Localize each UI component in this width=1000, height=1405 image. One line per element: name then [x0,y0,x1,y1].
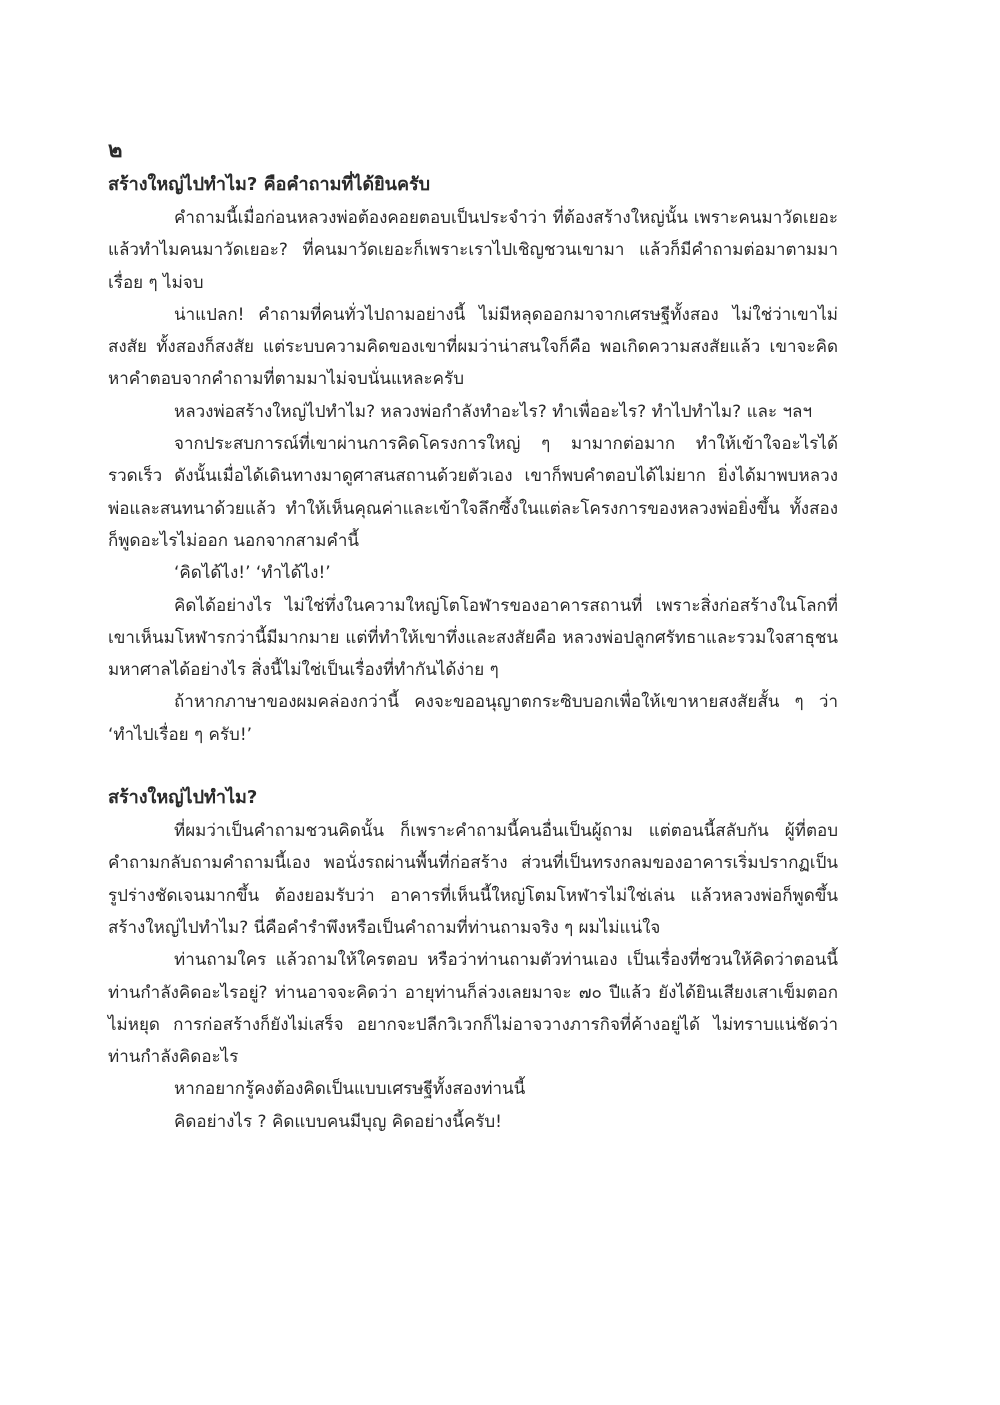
paragraph: หลวงพ่อสร้างใหญ่ไปทำไม? หลวงพ่อกำลังทำอะไร? ทำเพื่ออะไร? ทำไปทำไม? และ ฯลฯ [174,401,813,422]
paragraph: ท่านถามใคร แล้วถามให้ใครตอบ หรือว่าท่านถามตัวท่านเอง เป็นเรื่องที่ชวนให้คิดว่าตอนนี้ท่านกำลังคิดอะไรอยู่? ท่านอาจจะคิดว่า อายุท่านก็ล่วงเลยมาจะ ๗๐ ปีแล้ว ยังได้ยินเสียงเสาเข็มตอกไม่หยุด การก่อสร้างก็ยังไม่เสร็จ อยากจะปลีกวิเวกก็ไม่อาจวางภารกิจที่ค้างอยู่ได้ ไม่ทราบแน่ชัดว่าท่านกำลังคิดอะไร [108,950,838,1068]
section-why-build-big-question [108,168,838,751]
document-page [108,138,838,1138]
paragraph: คำถามนี้เมื่อก่อนหลวงพ่อต้องคอยตอบเป็นประจำว่า ที่ต้องสร้างใหญ่นั้น เพราะคนมาวัดเยอะ แล้วทำไมคนมาวัดเยอะ? ที่คนมาวัดเยอะก็เพราะเราไปเชิญชวนเขามา แล้วก็มีคำถามต่อมาตามมาเรื่อย ๆ ไม่จบ [108,208,838,293]
paragraph: หากอยากรู้คงต้องคิดเป็นแบบเศรษฐีทั้งสองท่านนี้ [174,1079,526,1100]
section-why-build-big [108,781,838,1138]
section-heading: สร้างใหญ่ไปทำไม? คือคำถามที่ได้ยินครับ [108,174,431,195]
paragraph: คิดได้อย่างไร ไม่ใช่ทึ่งในความใหญ่โตโอฬารของอาคารสถานที่ เพราะสิ่งก่อสร้างในโลกที่เขาเห็นมโหฬารกว่านี้มีมากมาย แต่ที่ทำให้เขาทึ่งและสงสัยคือ หลวงพ่อปลูกศรัทธาและรวมใจสาธุชนมหาศาลได้อย่างไร สิ่งนี้ไม่ใช่เป็นเรื่องที่ทำกันได้ง่าย ๆ [108,595,838,681]
paragraph: จากประสบการณ์ที่เขาผ่านการคิดโครงการใหญ่ ๆ มามากต่อมาก ทำให้เข้าใจอะไรได้รวดเร็ว ดังนั้นเมื่อได้เดินทางมาดูศาสนสถานด้วยตัวเอง เขาก็พบคำตอบได้ไม่ยาก ยิ่งได้มาพบหลวงพ่อและสนทนาด้วยแล้ว ทำให้เห็นคุณค่าและเข้าใจลึกซึ้งในแต่ละโครงการของหลวงพ่อยิ่งขึ้น ทั้งสองก็พูดอะไรไม่ออก นอกจากสามคำนี้ [108,434,838,551]
paragraph: ถ้าหากภาษาของผมคล่องกว่านี้ คงจะขออนุญาตกระซิบบอกเพื่อให้เขาหายสงสัยสั้น ๆ ว่า ‘ทำไปเรื่อย ๆ ครับ!’ [108,692,838,745]
page-number: ๒ [108,138,123,163]
quote-line: ‘คิดได้ไง!’ ‘ทำได้ไง!’ [174,563,331,584]
section-heading: สร้างใหญ่ไปทำไม? [108,787,258,809]
paragraph: น่าแปลก! คำถามที่คนทั่วไปถามอย่างนี้ ไม่มีหลุดออกมาจากเศรษฐีทั้งสอง ไม่ใช่ว่าเขาไม่สงสัย ทั้งสองก็สงสัย แต่ระบบความคิดของเขาที่ผมว่าน่าสนใจก็คือ พอเกิดความสงสัยแล้ว เขาจะคิดหาคำตอบจากคำถามที่ตามมาไม่จบนั่นแหละครับ [108,304,838,390]
paragraph: คิดอย่างไร ? คิดแบบคนมีบุญ คิดอย่างนี้ครับ! [174,1111,502,1132]
paragraph: ที่ผมว่าเป็นคำถามชวนคิดนั้น ก็เพราะคำถามนี้คนอื่นเป็นผู้ถาม แต่ตอนนี้สลับกัน ผู้ที่ตอบคำถามกลับถามคำถามนี้เอง พอนั่งรถผ่านพื้นที่ก่อสร้าง ส่วนที่เป็นทรงกลมของอาคารเริ่มปรากฏเป็นรูปร่างชัดเจนมากขึ้น ต้องยอมรับว่า อาคารที่เห็นนี้ใหญ่โตมโหฬารไม่ใช่เล่น แล้วหลวงพ่อก็พูดขึ้น สร้างใหญ่ไปทำไม? นี่คือคำรำพึงหรือเป็นคำถามที่ท่านถามจริง ๆ ผมไม่แน่ใจ [108,821,838,938]
